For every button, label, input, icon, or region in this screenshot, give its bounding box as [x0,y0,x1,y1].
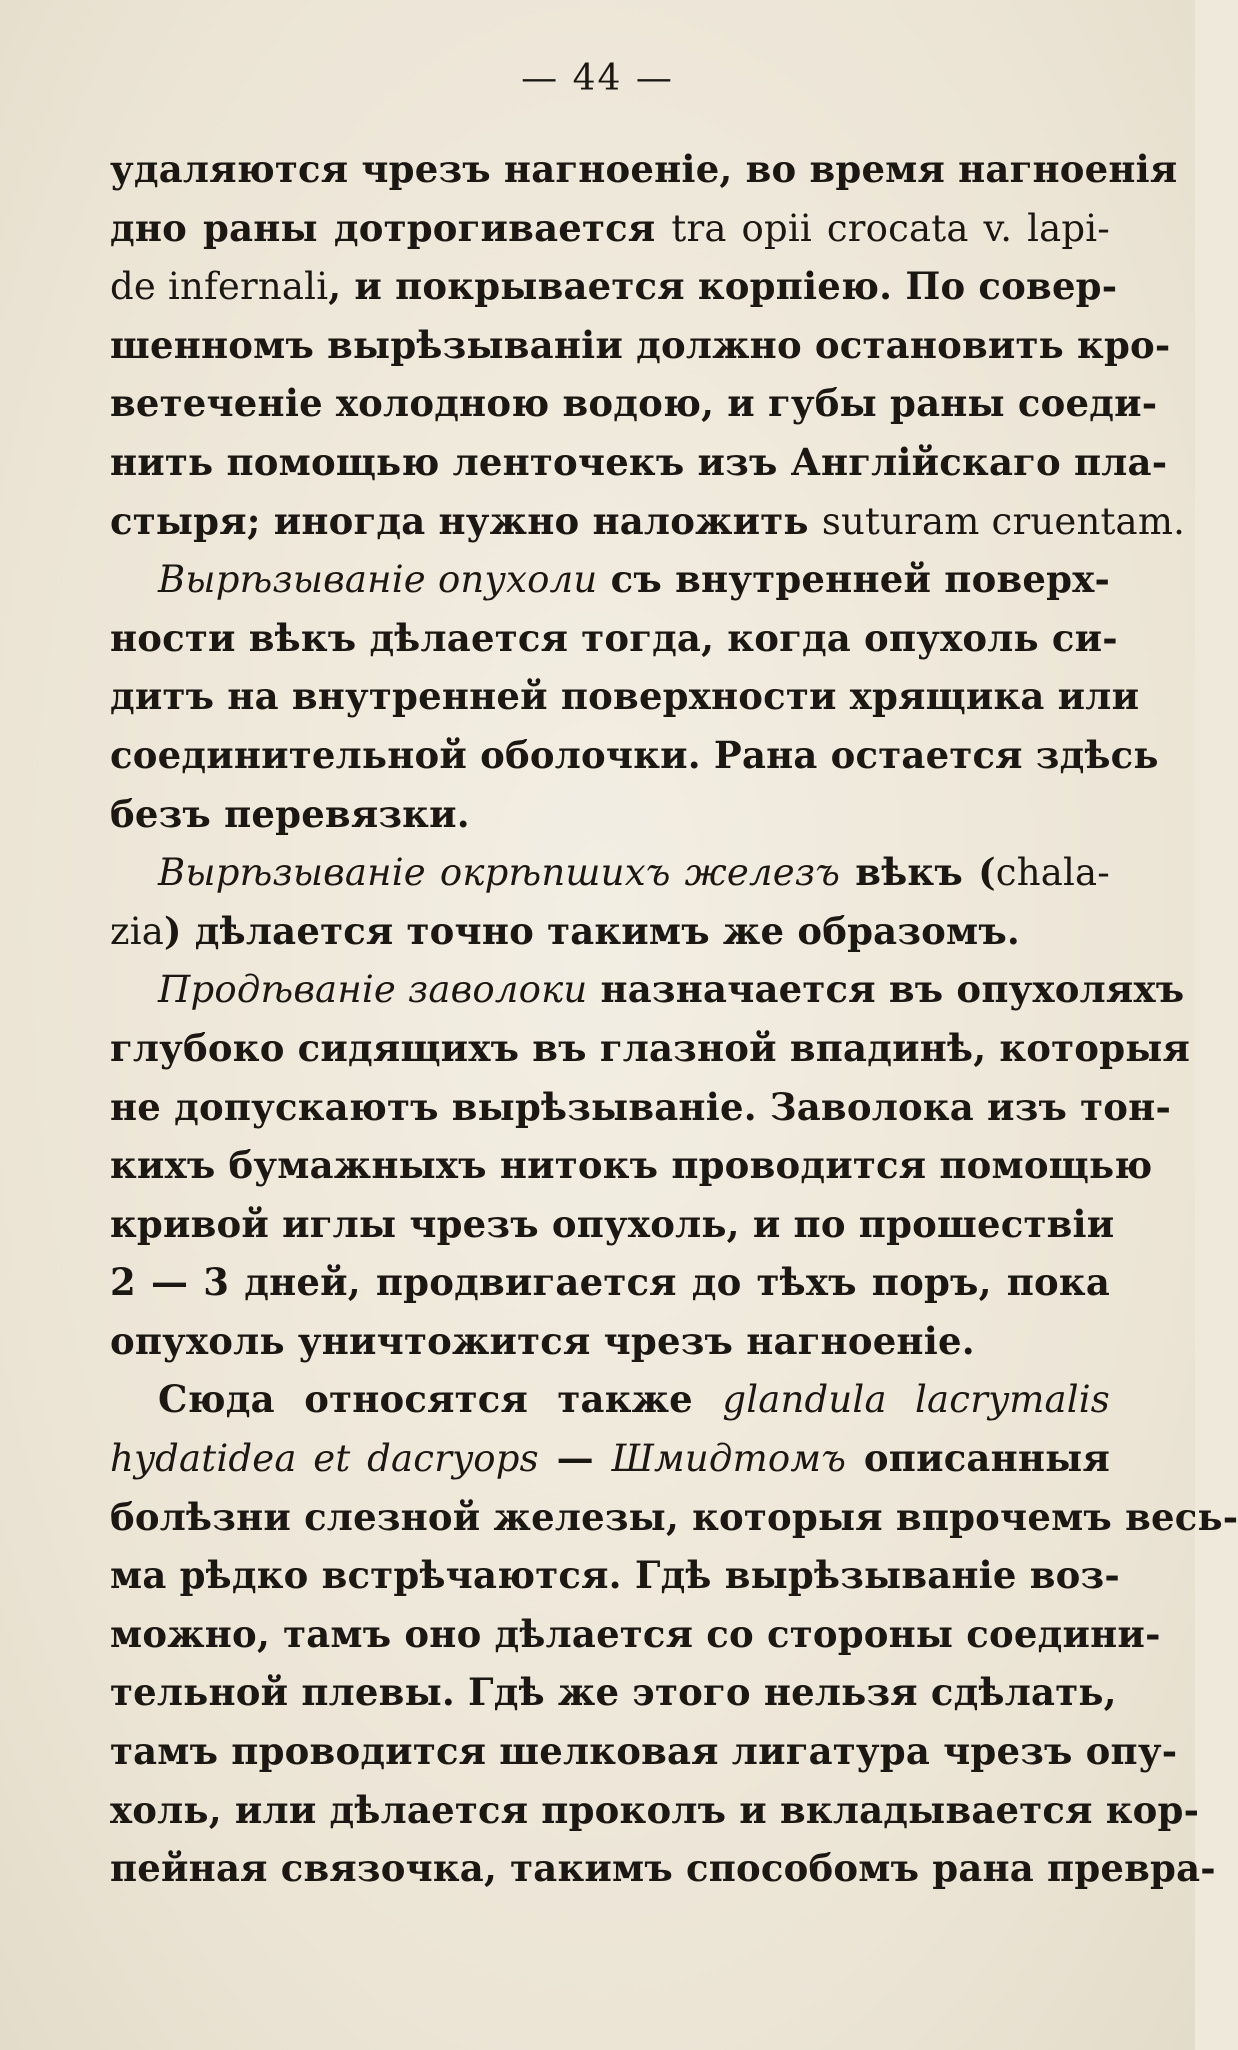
page-number: — 44 — [521,58,674,99]
text-line [110,1019,1191,1078]
text-span: описанныя [846,1436,1110,1481]
text-span: тамъ проводится шелковая лигатура чрезъ опу- [110,1729,1178,1774]
text-span: тельной плевы. Гдѣ же этого нельзя сдѣлать, [110,1670,1117,1715]
text-span: болѣзни слезной железы, которыя впрочемъ весь- [110,1494,1238,1539]
text-line [110,433,1168,492]
text-line [110,785,1110,844]
text-span: можно, тамъ оно дѣлается со стороны соедини- [110,1611,1161,1656]
text-span: дно раны дотрогивается [110,205,672,250]
text-line [110,550,1110,609]
text-span: ности вѣкъ дѣлается тогда, когда опухоль си- [110,615,1118,660]
text-span: — [538,1436,612,1481]
text-span: ) дѣлается точно такимъ же образомъ. [164,908,1021,953]
text-line [110,1722,1178,1781]
italic-term: Вырѣзываніе опухоли [158,558,598,602]
text-line [110,374,1158,433]
text-line [110,199,1110,258]
italic-term: glandula lacrymalis [722,1378,1110,1422]
text-span: съ внутренней поверх- [597,557,1111,602]
text-span: Сюда относятся также [158,1377,723,1422]
text-span: шенномъ вырѣзываніи должно остановить кро- [110,322,1171,367]
text-line [110,492,1186,551]
text-line [110,726,1159,785]
text-line [110,1429,1110,1488]
text-line [110,1781,1200,1840]
text-span: дитъ на внутренней поверхности хрящика или [110,674,1140,719]
text-line [110,902,1110,961]
text-span: , и покрывается корпіею. По совер- [328,264,1118,309]
text-span: опухоль уничтожится чрезъ нагноеніе. [110,1318,975,1363]
text-span: ма рѣдко встрѣчаются. Гдѣ вырѣзываніе воз- [110,1553,1120,1598]
text-span: стыря; иногда нужно наложить [110,498,822,543]
text-span: удаляются чрезъ нагноеніе, во время нагноенія [110,147,1178,191]
text-line [110,1370,1110,1429]
text-line [110,1078,1172,1137]
text-line [110,1605,1161,1664]
italic-term: Продѣваніе заволоки [158,968,588,1012]
text-line [110,140,1178,199]
text-line [110,609,1118,668]
text-span: нить помощью ленточекъ изъ Англійскаго пла- [110,439,1168,484]
latin-term: de infernali [110,265,329,309]
text-span: вѣкъ ( [840,850,996,895]
text-line [110,1136,1153,1195]
text-line [110,1839,1216,1898]
text-line [110,843,1110,902]
italic-term: Шмидтомъ [611,1437,847,1481]
text-span: холь, или дѣлается проколъ и вкладывается кор- [110,1787,1200,1832]
latin-term: zia [110,909,164,953]
latin-term: tra opii crocata v. lapi- [671,206,1110,250]
italic-term: hydatidea et dacryops [110,1437,539,1481]
text-line [110,1253,1110,1312]
text-span: кихъ бумажныхъ нитокъ проводится помощью [110,1143,1153,1188]
text-span: кривой иглы чрезъ опухоль, и по прошествіи [110,1201,1115,1246]
body-text [110,140,1238,1898]
text-line [110,316,1171,375]
text-span: глубоко сидящихъ въ глазной впадинѣ, которыя [110,1025,1191,1070]
text-span: не допускаютъ вырѣзываніе. Заволока изъ тон- [110,1084,1172,1129]
text-span: пейная связочка, такимъ способомъ рана превра- [110,1846,1216,1891]
text-line [110,667,1140,726]
text-line [110,1195,1115,1254]
latin-term: suturam cruentam. [821,499,1186,543]
text-span: ветеченіе холодною водою, и губы раны соеди- [110,381,1158,426]
text-span: безъ перевязки. [110,791,470,836]
italic-term: Вырѣзываніе окрѣпшихъ железъ [158,851,841,895]
text-span: соединительной оболочки. Рана остается здѣсь [110,732,1159,777]
latin-term: chala- [995,851,1111,895]
text-line [110,1546,1120,1605]
text-line [110,1663,1117,1722]
text-line [110,257,1118,316]
text-line [110,1488,1238,1547]
text-line [110,1312,1110,1371]
text-span: 2 — 3 дней, продвигается до тѣхъ поръ, пока [110,1260,1110,1305]
text-line [110,960,1185,1019]
text-span: назначается въ опухоляхъ [587,967,1185,1012]
